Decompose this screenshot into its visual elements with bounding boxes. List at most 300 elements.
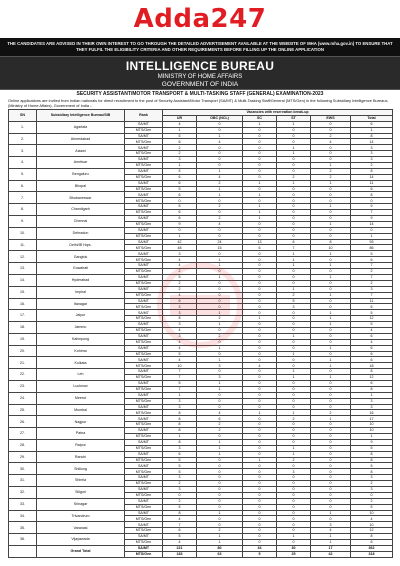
row-sib-name: Meerut [37, 392, 125, 404]
row-sib-name: Amritsar [37, 157, 125, 169]
grand-total-value: 362 [351, 545, 393, 551]
row-vacancy-value: 1 [277, 151, 311, 157]
row-vacancy-value: 1 [277, 351, 311, 357]
row-vacancy-value: 4 [243, 363, 277, 369]
row-vacancy-value: 0 [197, 163, 243, 169]
row-vacancy-value: 6 [163, 192, 197, 198]
row-vacancy-value: 8 [351, 133, 393, 139]
row-rank: SA/MT [125, 380, 163, 386]
row-vacancy-value: 1 [197, 186, 243, 192]
header-ews: EWS [311, 115, 351, 121]
row-vacancy-value: 0 [311, 121, 351, 127]
row-vacancy-value: 0 [243, 333, 277, 339]
row-vacancy-value: 1 [277, 333, 311, 339]
row-vacancy-value: 0 [197, 398, 243, 404]
row-vacancy-value: 1 [197, 133, 243, 139]
row-vacancy-value: 1 [163, 233, 197, 239]
row-vacancy-value: 0 [197, 504, 243, 510]
row-vacancy-value: 0 [197, 369, 243, 375]
row-vacancy-value: 0 [197, 392, 243, 398]
row-vacancy-value: 8 [163, 316, 197, 322]
row-sn: 26. [9, 416, 37, 428]
row-vacancy-value: 0 [197, 157, 243, 163]
row-vacancy-value: 5 [163, 351, 197, 357]
row-vacancy-value: 7 [351, 210, 393, 216]
row-rank: MTS/Gen [125, 375, 163, 381]
row-sn: 34. [9, 510, 37, 522]
row-vacancy-value: 5 [277, 298, 311, 304]
row-vacancy-value: 1 [197, 380, 243, 386]
row-vacancy-value: 1 [277, 257, 311, 263]
row-vacancy-value: 1 [277, 375, 311, 381]
row-rank: MTS/Gen [125, 257, 163, 263]
row-vacancy-value: 0 [277, 398, 311, 404]
grand-total-value: 17 [311, 545, 351, 551]
row-vacancy-value: 0 [351, 492, 393, 498]
row-vacancy-value: 3 [163, 322, 197, 328]
row-rank: MTS/Gen [125, 127, 163, 133]
row-vacancy-value: 3 [163, 310, 197, 316]
row-vacancy-value: 14 [351, 139, 393, 145]
row-vacancy-value: 0 [277, 274, 311, 280]
header-obc: OBC (NCL) [197, 115, 243, 121]
row-rank: SA/MT [125, 168, 163, 174]
exam-title: SECURITY ASSISTANT/MOTOR TRANSPORT & MULTI-TASKING STAFF (GENERAL) EXAMINATION-2023 [76, 91, 324, 97]
row-sn: 5. [9, 168, 37, 180]
grand-total-label: Grand Total [37, 545, 125, 557]
row-rank: MTS/Gen [125, 516, 163, 522]
row-sib-name: Chandigarh [37, 204, 125, 216]
row-vacancy-value: 0 [243, 487, 277, 493]
row-vacancy-value: 0 [277, 339, 311, 345]
row-vacancy-value: 0 [311, 404, 351, 410]
row-vacancy-value: 1 [243, 180, 277, 186]
row-vacancy-value: 0 [311, 333, 351, 339]
row-sib-name: Aizawl [37, 145, 125, 157]
row-vacancy-value: 6 [163, 174, 197, 180]
row-vacancy-value: 3 [197, 375, 243, 381]
row-vacancy-value: 0 [311, 186, 351, 192]
row-vacancy-value: 0 [277, 481, 311, 487]
row-vacancy-value: 0 [197, 457, 243, 463]
row-vacancy-value: 1 [197, 322, 243, 328]
grand-total-value: 30 [277, 545, 311, 551]
row-vacancy-value: 8 [351, 534, 393, 540]
row-vacancy-value: 0 [197, 227, 243, 233]
row-vacancy-value: 24 [197, 239, 243, 245]
row-rank: SA/MT [125, 439, 163, 445]
row-vacancy-value: 2 [351, 163, 393, 169]
row-vacancy-value: 0 [277, 540, 311, 546]
row-vacancy-value: 0 [277, 504, 311, 510]
row-vacancy-value: 3 [163, 475, 197, 481]
row-vacancy-value: 0 [243, 274, 277, 280]
row-rank: SA/MT [125, 204, 163, 210]
row-vacancy-value: 8 [351, 451, 393, 457]
row-rank: MTS/Gen [125, 433, 163, 439]
row-vacancy-value: 3 [163, 445, 197, 451]
row-vacancy-value: 0 [311, 351, 351, 357]
row-vacancy-value: 8 [311, 239, 351, 245]
row-vacancy-value: 2 [351, 498, 393, 504]
row-vacancy-value: 12 [351, 375, 393, 381]
row-rank: MTS/Gen [125, 186, 163, 192]
row-vacancy-value: 6 [351, 121, 393, 127]
row-vacancy-value: 8 [351, 457, 393, 463]
row-vacancy-value: 2 [277, 174, 311, 180]
row-vacancy-value: 0 [311, 216, 351, 222]
row-sib-name: Hyderabad [37, 274, 125, 286]
row-rank: SA/MT [125, 522, 163, 528]
row-vacancy-value: 5 [351, 504, 393, 510]
row-vacancy-value: 0 [243, 380, 277, 386]
row-vacancy-value: 0 [243, 263, 277, 269]
row-rank: SA/MT [125, 357, 163, 363]
row-vacancy-value: 48 [163, 245, 197, 251]
row-vacancy-value: 8 [163, 416, 197, 422]
row-vacancy-value: 1 [351, 127, 393, 133]
row-vacancy-value: 0 [277, 139, 311, 145]
row-vacancy-value: 5 [163, 534, 197, 540]
row-vacancy-value: 5 [351, 463, 393, 469]
row-vacancy-value: 1 [243, 410, 277, 416]
row-vacancy-value: 0 [197, 280, 243, 286]
row-sib-name: Trivandrum [37, 510, 125, 522]
row-vacancy-value: 3 [351, 487, 393, 493]
row-vacancy-value: 0 [277, 322, 311, 328]
row-vacancy-value: 5 [163, 463, 197, 469]
row-vacancy-value: 0 [243, 351, 277, 357]
row-vacancy-value: 0 [277, 192, 311, 198]
row-sn: 19. [9, 333, 37, 345]
row-vacancy-value: 1 [311, 251, 351, 257]
grand-total-value: 25 [277, 551, 311, 557]
row-sn: 22. [9, 369, 37, 381]
row-vacancy-value: 3 [311, 522, 351, 528]
row-vacancy-value: 9 [351, 204, 393, 210]
row-vacancy-value: 1 [197, 263, 243, 269]
row-sib-name: Raipur [37, 439, 125, 451]
row-vacancy-value: 0 [197, 492, 243, 498]
row-vacancy-value: 1 [163, 433, 197, 439]
row-vacancy-value: 5 [351, 445, 393, 451]
row-sn: 3. [9, 145, 37, 157]
row-vacancy-value: 1 [277, 263, 311, 269]
row-vacancy-value: 1 [243, 216, 277, 222]
row-vacancy-value: 7 [351, 263, 393, 269]
row-vacancy-value: 1 [277, 410, 311, 416]
row-vacancy-value: 0 [243, 145, 277, 151]
row-vacancy-value: 6 [163, 298, 197, 304]
row-vacancy-value: 0 [197, 351, 243, 357]
row-sib-name: Siliguri [37, 487, 125, 499]
row-vacancy-value: 0 [243, 286, 277, 292]
row-sib-name: Vijayawada [37, 534, 125, 546]
row-sn: 17. [9, 310, 37, 322]
row-vacancy-value: 5 [163, 168, 197, 174]
row-vacancy-value: 1 [277, 121, 311, 127]
row-rank: MTS/Gen [125, 139, 163, 145]
row-sn: 14. [9, 274, 37, 286]
row-vacancy-value: 1 [311, 416, 351, 422]
row-vacancy-value: 0 [277, 186, 311, 192]
row-sn: 21. [9, 357, 37, 369]
row-sib-name: Bhopal [37, 180, 125, 192]
row-vacancy-value: 0 [243, 375, 277, 381]
row-rank: MTS/Gen [125, 292, 163, 298]
row-vacancy-value: 0 [243, 139, 277, 145]
row-vacancy-value: 0 [243, 322, 277, 328]
row-rank: MTS/Gen [125, 398, 163, 404]
grand-total-value: 80 [197, 545, 243, 551]
row-vacancy-value: 0 [311, 380, 351, 386]
row-vacancy-value: 7 [163, 522, 197, 528]
row-vacancy-value: 14 [351, 221, 393, 227]
row-vacancy-value: 0 [243, 133, 277, 139]
row-vacancy-value: 2 [197, 204, 243, 210]
row-vacancy-value: 0 [243, 528, 277, 534]
row-rank: SA/MT [125, 534, 163, 540]
row-sn: 27. [9, 428, 37, 440]
row-vacancy-value: 1 [243, 192, 277, 198]
row-vacancy-value: 0 [197, 433, 243, 439]
row-rank: MTS/Gen [125, 210, 163, 216]
row-vacancy-value: 11 [351, 180, 393, 186]
row-vacancy-value: 6 [351, 333, 393, 339]
row-vacancy-value: 0 [277, 404, 311, 410]
row-vacancy-value: 6 [351, 304, 393, 310]
row-vacancy-value: 1 [277, 286, 311, 292]
row-vacancy-value: 0 [243, 404, 277, 410]
row-vacancy-value: 3 [197, 363, 243, 369]
row-sn: 15. [9, 286, 37, 298]
row-vacancy-value: 1 [197, 451, 243, 457]
row-rank: SA/MT [125, 369, 163, 375]
row-sn: 31. [9, 475, 37, 487]
row-vacancy-value: 1 [197, 257, 243, 263]
row-sn: 6. [9, 180, 37, 192]
row-rank: MTS/Gen [125, 386, 163, 392]
row-vacancy-value: 0 [311, 157, 351, 163]
row-vacancy-value: 7 [163, 386, 197, 392]
row-vacancy-value: 1 [197, 168, 243, 174]
row-vacancy-value: 0 [197, 463, 243, 469]
row-vacancy-value: 7 [163, 375, 197, 381]
intro-text: Online applications are invited from Indian nationals for direct recruitment to the post of Security Assistant/Motor Transport (SA/MT) & Multi-Tasking Staff/General (MTS/Gen) in the following Subsidiary Intelligence Bureaux, (Ministry of Home Affairs), Government of India :- [8, 98, 389, 108]
row-vacancy-value: 6 [351, 351, 393, 357]
row-vacancy-value: 0 [197, 498, 243, 504]
row-vacancy-value: 0 [197, 339, 243, 345]
row-vacancy-value: 1 [277, 534, 311, 540]
row-vacancy-value: 0 [243, 198, 277, 204]
row-vacancy-value: 0 [243, 310, 277, 316]
row-vacancy-value: 0 [277, 310, 311, 316]
row-vacancy-value: 3 [277, 304, 311, 310]
row-vacancy-value: 1 [277, 451, 311, 457]
row-vacancy-value: 2 [351, 481, 393, 487]
row-vacancy-value: 0 [277, 198, 311, 204]
row-vacancy-value: 0 [311, 492, 351, 498]
row-vacancy-value: 0 [277, 210, 311, 216]
row-vacancy-value: 0 [243, 422, 277, 428]
row-rank: MTS/Gen [125, 198, 163, 204]
row-vacancy-value: 2 [197, 333, 243, 339]
row-vacancy-value: 93 [351, 239, 393, 245]
row-vacancy-value: 0 [243, 221, 277, 227]
row-sib-name: Chennai [37, 216, 125, 228]
row-vacancy-value: 12 [351, 316, 393, 322]
row-vacancy-value: 5 [163, 133, 197, 139]
row-vacancy-value: 5 [163, 204, 197, 210]
row-rank: MTS/Gen [125, 351, 163, 357]
row-vacancy-value: 1 [311, 204, 351, 210]
row-vacancy-value: 7 [351, 274, 393, 280]
row-vacancy-value: 0 [277, 522, 311, 528]
row-rank: SA/MT [125, 510, 163, 516]
row-vacancy-value: 0 [311, 233, 351, 239]
row-vacancy-value: 0 [277, 163, 311, 169]
row-vacancy-value: 0 [243, 492, 277, 498]
row-vacancy-value: 0 [277, 422, 311, 428]
row-sn: 11. [9, 239, 37, 251]
row-vacancy-value: 0 [197, 251, 243, 257]
row-vacancy-value: 0 [163, 492, 197, 498]
row-vacancy-value: 0 [243, 445, 277, 451]
row-vacancy-value: 0 [243, 463, 277, 469]
row-vacancy-value: 0 [243, 151, 277, 157]
row-vacancy-value: 0 [277, 233, 311, 239]
row-vacancy-value: 0 [197, 327, 243, 333]
row-sib-name: Kolkata [37, 357, 125, 369]
row-vacancy-value: 1 [197, 386, 243, 392]
row-vacancy-value: 1 [311, 345, 351, 351]
row-rank: MTS/Gen [125, 481, 163, 487]
row-vacancy-value: 0 [243, 369, 277, 375]
row-vacancy-value: 0 [243, 451, 277, 457]
row-vacancy-value: 10 [351, 510, 393, 516]
row-vacancy-value: 1 [311, 322, 351, 328]
row-vacancy-value: 6 [163, 216, 197, 222]
row-vacancy-value: 0 [277, 498, 311, 504]
row-vacancy-value: 3 [351, 286, 393, 292]
row-sib-name: Shillong [37, 463, 125, 475]
row-vacancy-value: 5 [351, 251, 393, 257]
row-sib-name: Agartala [37, 121, 125, 133]
row-rank: MTS/Gen [125, 316, 163, 322]
row-vacancy-value: 0 [311, 439, 351, 445]
row-vacancy-value: 0 [277, 487, 311, 493]
row-rank: SA/MT [125, 487, 163, 493]
row-vacancy-value: 3 [163, 333, 197, 339]
row-sn: 10. [9, 227, 37, 239]
row-vacancy-value: 0 [311, 463, 351, 469]
row-sn: 35. [9, 522, 37, 534]
row-vacancy-value: 3 [277, 469, 311, 475]
row-vacancy-value: 0 [311, 398, 351, 404]
row-rank: SA/MT [125, 121, 163, 127]
row-vacancy-value: 12 [351, 528, 393, 534]
row-vacancy-value: 1 [197, 192, 243, 198]
row-vacancy-value: 0 [197, 292, 243, 298]
row-vacancy-value: 0 [243, 439, 277, 445]
row-rank: MTS/Gen [125, 304, 163, 310]
row-sib-name: Jammu [37, 322, 125, 334]
row-rank: SA/MT [125, 345, 163, 351]
adda247-logo[interactable]: Adda247 [133, 4, 267, 34]
row-rank: SA/MT [125, 192, 163, 198]
row-vacancy-value: 6 [277, 239, 311, 245]
row-vacancy-value: 0 [311, 280, 351, 286]
row-vacancy-value: 6 [351, 540, 393, 546]
row-vacancy-value: 1 [197, 274, 243, 280]
row-vacancy-value: 1 [351, 392, 393, 398]
row-vacancy-value: 5 [163, 457, 197, 463]
row-vacancy-value: 0 [277, 380, 311, 386]
row-vacancy-value: 8 [163, 422, 197, 428]
row-vacancy-value: 0 [277, 168, 311, 174]
ministry-name: MINISTRY OF HOME AFFAIRS [157, 74, 243, 80]
row-vacancy-value: 1 [243, 316, 277, 322]
row-vacancy-value: 10 [351, 522, 393, 528]
row-rank: MTS/Gen [125, 457, 163, 463]
row-rank: SA/MT [125, 286, 163, 292]
header-st: ST [277, 115, 311, 121]
row-vacancy-value: 0 [311, 433, 351, 439]
row-vacancy-value: 0 [311, 151, 351, 157]
row-vacancy-value: 4 [163, 357, 197, 363]
header-sn: SN [9, 110, 37, 122]
row-vacancy-value: 0 [311, 269, 351, 275]
row-rank: SA/MT [125, 145, 163, 151]
row-vacancy-value: 0 [311, 457, 351, 463]
row-vacancy-value: 18 [351, 363, 393, 369]
row-vacancy-value: 0 [277, 510, 311, 516]
row-vacancy-value: 4 [163, 339, 197, 345]
row-vacancy-value: 0 [197, 304, 243, 310]
row-rank: MTS/Gen [125, 327, 163, 333]
header-total: Total [351, 115, 393, 121]
row-vacancy-value: 10 [163, 363, 197, 369]
row-vacancy-value: 0 [351, 198, 393, 204]
row-vacancy-value: 2 [277, 457, 311, 463]
row-vacancy-value: 3 [351, 475, 393, 481]
row-vacancy-value: 0 [243, 298, 277, 304]
row-vacancy-value: 0 [243, 522, 277, 528]
row-vacancy-value: 0 [197, 487, 243, 493]
row-rank: MTS/Gen [125, 174, 163, 180]
row-vacancy-value: 0 [277, 216, 311, 222]
row-rank: SA/MT [125, 451, 163, 457]
row-vacancy-value: 2 [197, 528, 243, 534]
row-vacancy-value: 0 [311, 298, 351, 304]
row-vacancy-value: 1 [311, 263, 351, 269]
grand-total-rank: SA/MT [125, 545, 163, 551]
row-vacancy-value: 1 [163, 163, 197, 169]
row-vacancy-value: 0 [311, 286, 351, 292]
row-vacancy-value: 1 [311, 274, 351, 280]
row-vacancy-value: 1 [277, 251, 311, 257]
header-vacancies: Vacancies with reservation break-up [163, 110, 393, 116]
row-vacancy-value: 4 [163, 292, 197, 298]
row-vacancy-value: 2 [163, 145, 197, 151]
row-vacancy-value: 0 [197, 145, 243, 151]
row-vacancy-value: 4 [197, 221, 243, 227]
row-vacancy-value: 0 [243, 392, 277, 398]
row-vacancy-value: 6 [163, 451, 197, 457]
row-vacancy-value: 0 [197, 481, 243, 487]
row-vacancy-value: 0 [277, 327, 311, 333]
row-vacancy-value: 0 [311, 445, 351, 451]
